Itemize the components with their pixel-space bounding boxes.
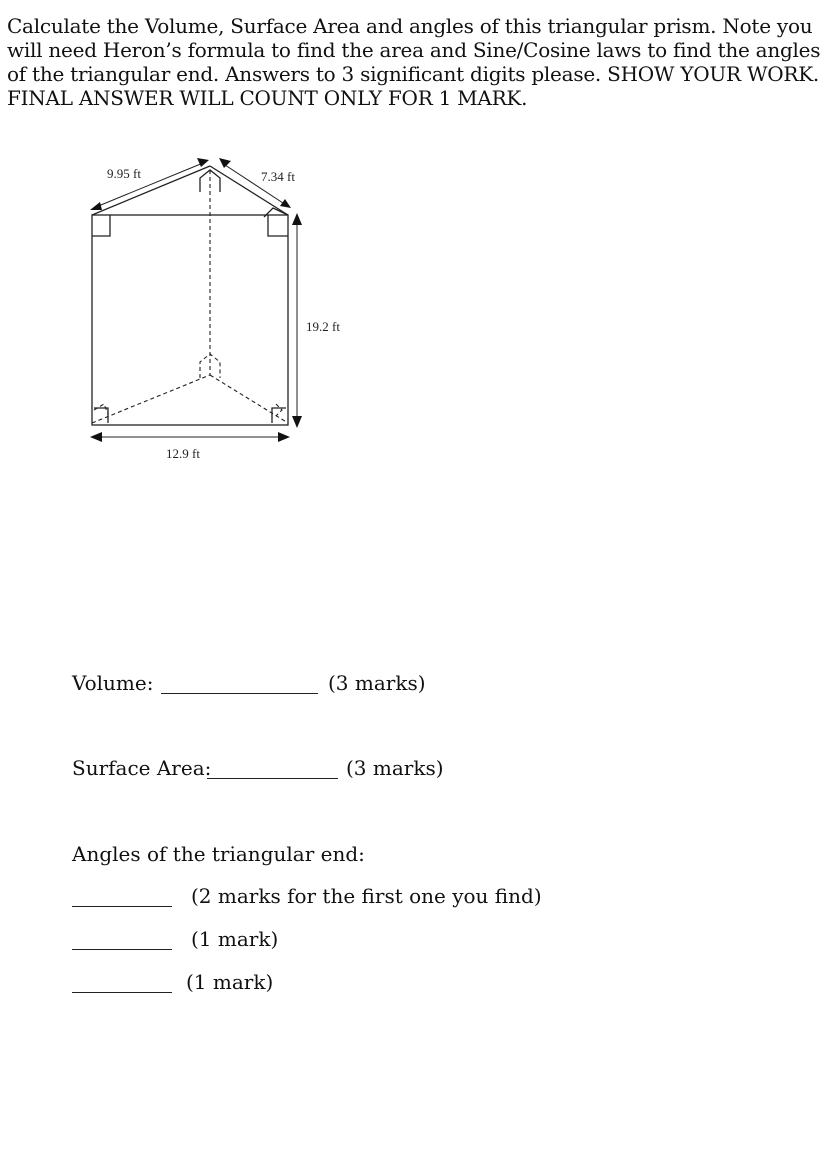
arrowhead-height-top (292, 213, 302, 225)
label-height: 19.2 ft (306, 319, 340, 334)
label-left-side: 9.95 ft (107, 166, 141, 181)
arrowhead-left-side-start (90, 202, 102, 210)
angle-3-marks: (1 mark) (186, 970, 274, 994)
surface-area-answer-blank[interactable] (207, 778, 338, 779)
volume-label: Volume: (72, 671, 154, 695)
volume-answer-blank[interactable] (161, 693, 318, 694)
label-base: 12.9 ft (166, 446, 200, 461)
prism-front-face (92, 215, 288, 425)
hidden-bottom-left-edge (92, 375, 210, 423)
angle-2-marks: (1 mark) (191, 927, 279, 951)
angle-2-answer-blank[interactable] (72, 949, 172, 950)
volume-marks: (3 marks) (328, 671, 426, 695)
hidden-marker-right (276, 404, 282, 416)
angles-heading: Angles of the triangular end: (72, 842, 365, 866)
arrowhead-height-bottom (292, 416, 302, 428)
arrowhead-right-side-start (219, 158, 231, 168)
instructions-text: Calculate the Volume, Surface Area and angles of this triangular prism. Note you will need Heron’s formula to find the area and Sine/Cosine laws to find the angles of the triangular end. Answers to 3 significant digits please. SHOW YOUR WORK. FINAL ANSWER WILL COUNT ONLY FOR 1 MARK. (7, 14, 821, 110)
triangular-prism-diagram (0, 0, 838, 500)
arrowhead-left-side-end (197, 158, 209, 167)
angle-1-marks: (2 marks for the first one you find) (191, 884, 542, 908)
right-angle-marker-upper-left (92, 215, 110, 236)
angle-3-answer-blank[interactable] (72, 992, 172, 993)
right-angle-marker-lower-left (94, 408, 108, 423)
arrowhead-right-side-end (280, 199, 291, 208)
arrowhead-base-right (278, 432, 290, 442)
surface-area-marks: (3 marks) (346, 756, 444, 780)
surface-area-label: Surface Area: (72, 756, 212, 780)
right-angle-marker-upper-right (268, 215, 288, 236)
hidden-marker-left (94, 404, 108, 414)
arrowhead-base-left (90, 432, 102, 442)
label-right-side: 7.34 ft (261, 169, 295, 184)
angle-1-answer-blank[interactable] (72, 906, 172, 907)
